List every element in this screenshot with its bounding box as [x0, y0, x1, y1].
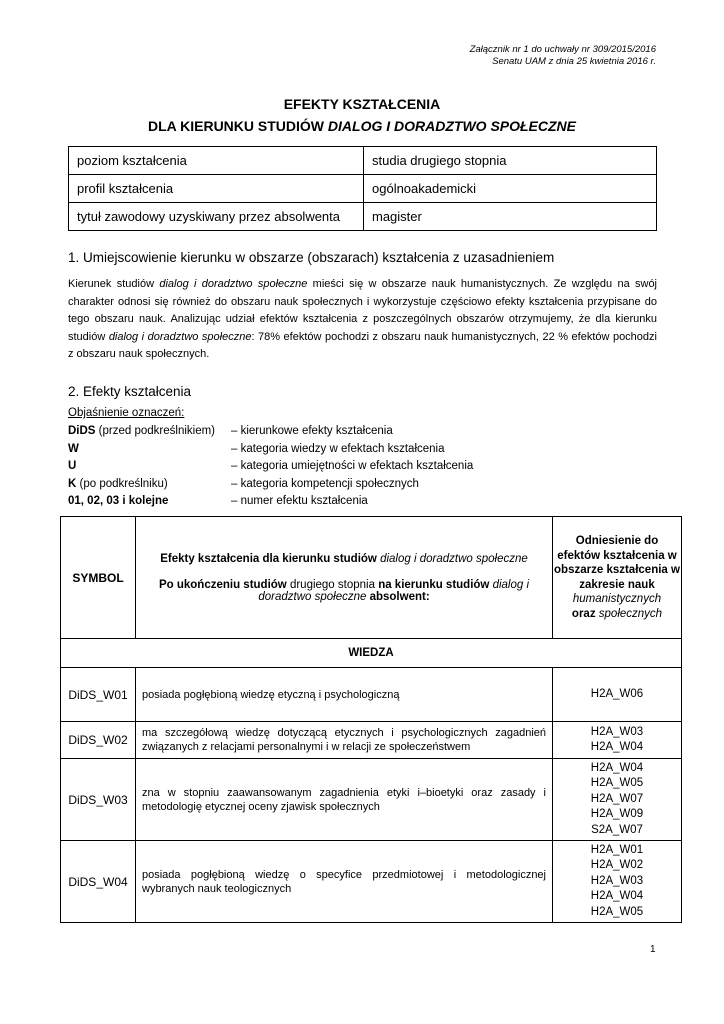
- annex-line-2: Senatu UAM z dnia 25 kwietnia 2016 r.: [492, 56, 656, 67]
- legend-row: DiDS (przed podkreślnikiem) – kierunkowe efekty kształcenia: [68, 423, 473, 441]
- info-label: poziom kształcenia: [69, 147, 364, 175]
- section-1-paragraph: Kierunek studiów dialog i doradztwo społeczne mieści się w obszarze nauk humanistycznych. Ze względu na swój charakter odnosi się również do obszaru nauk społecznych i wykorzystuje częściowo efekty kształcenia przypisane do tego obszaru nauk. Analizując udział efektów kształcenia z poszczególnych obszarów otrzymujemy, że dla kierunku studiów dialog i doradztwo społeczne: 78% efektów pochodzi z obszaru nauk humanistycznych, 22 % efektów pochodzi z obszaru nauk społecznych.: [68, 278, 658, 360]
- table-row: [61, 668, 682, 722]
- legend-desc: – kategoria umiejętności w efektach kształcenia: [231, 460, 474, 472]
- outcome-description: zna w stopniu zaawansowanym zagadnienia etyki i–bioetyki oraz zasady i metodologię etycznej oceny zjawisk społecznych: [136, 759, 553, 841]
- legend-desc: – numer efektu kształcenia: [231, 495, 368, 507]
- outcome-references: H2A_W03 H2A_W04: [553, 722, 682, 759]
- outcome-description: posiada pogłębioną wiedzę o specyfice przedmiotowej i metodologicznej wybranych nauk teologicznych: [136, 841, 553, 923]
- reference-header: Odniesienie do efektów kształcenia w obszarze kształcenia w zakresie nauk humanistycznych oraz społecznych: [553, 517, 682, 639]
- legend-row: W – kategoria wiedzy w efektach kształcenia: [68, 441, 473, 459]
- legend-desc: – kierunkowe efekty kształcenia: [231, 425, 393, 437]
- info-table: [68, 146, 657, 231]
- table-header-row: [61, 517, 682, 639]
- outcomes-header: Efekty kształcenia dla kierunku studiów dialog i doradztwo społeczne Po ukończeniu studiów drugiego stopnia na kierunku studiów dialog i doradztwo społeczne absolwent:: [136, 517, 553, 639]
- document-title: EFEKTY KSZTAŁCENIA: [283, 96, 441, 112]
- category-wiedza: WIEDZA: [61, 639, 682, 668]
- legend-row: K (po podkreślniku) – kategoria kompetencji społecznych: [68, 476, 473, 494]
- legend-row: U – kategoria umiejętności w efektach kształcenia: [68, 458, 473, 476]
- legend-row: 01, 02, 03 i kolejne – numer efektu kształcenia: [68, 493, 473, 511]
- info-row: [69, 147, 657, 175]
- learning-outcomes-table: [60, 516, 682, 923]
- annex-note: [470, 44, 656, 68]
- category-row: [61, 639, 682, 668]
- section-2-title: 2. Efekty kształcenia: [68, 384, 192, 399]
- outcome-description: posiada pogłębioną wiedzę etyczną i psychologiczną: [136, 668, 553, 722]
- info-label: profil kształcenia: [69, 175, 364, 203]
- info-row: [69, 203, 657, 231]
- info-value: studia drugiego stopnia: [364, 147, 657, 175]
- legend-desc: – kategoria wiedzy w efektach kształcenia: [231, 442, 445, 455]
- outcome-description: ma szczegółową wiedzę dotyczącą etycznych i psychologicznych zagadnień związanych z relacjami personalnymi i w relacji ze społeczeństwem: [136, 722, 553, 759]
- table-row: [61, 759, 682, 841]
- outcome-references: H2A_W01 H2A_W02 H2A_W03 H2A_W04 H2A_W05: [553, 841, 682, 923]
- outcome-symbol: DiDS_W04: [61, 841, 136, 923]
- section-1-title: 1. Umiejscowienie kierunku w obszarze (obszarach) kształcenia z uzasadnieniem: [68, 250, 555, 265]
- table-row: [61, 841, 682, 923]
- outcome-symbol: DiDS_W01: [61, 668, 136, 722]
- info-row: [69, 175, 657, 203]
- table-row: [61, 722, 682, 759]
- document-subtitle: DLA KIERUNKU STUDIÓW DIALOG I DORADZTWO SPOŁECZNE: [147, 118, 577, 134]
- legend-title: Objaśnienie oznaczeń:: [68, 407, 185, 419]
- page-number: 1: [650, 944, 656, 955]
- outcome-references: H2A_W06: [553, 668, 682, 722]
- symbol-header: SYMBOL: [61, 517, 136, 639]
- legend-desc: – kategoria kompetencji społecznych: [231, 477, 419, 490]
- info-value: magister: [364, 203, 657, 231]
- outcome-symbol: DiDS_W02: [61, 722, 136, 759]
- legend: [68, 423, 473, 511]
- info-value: ogólnoakademicki: [364, 175, 657, 203]
- annex-line-1: Załącznik nr 1 do uchwały nr 309/2015/2016: [469, 44, 656, 55]
- outcome-references: H2A_W04 H2A_W05 H2A_W07 H2A_W09 S2A_W07: [553, 759, 682, 841]
- outcome-symbol: DiDS_W03: [61, 759, 136, 841]
- info-label: tytuł zawodowy uzyskiwany przez absolwenta: [69, 203, 364, 231]
